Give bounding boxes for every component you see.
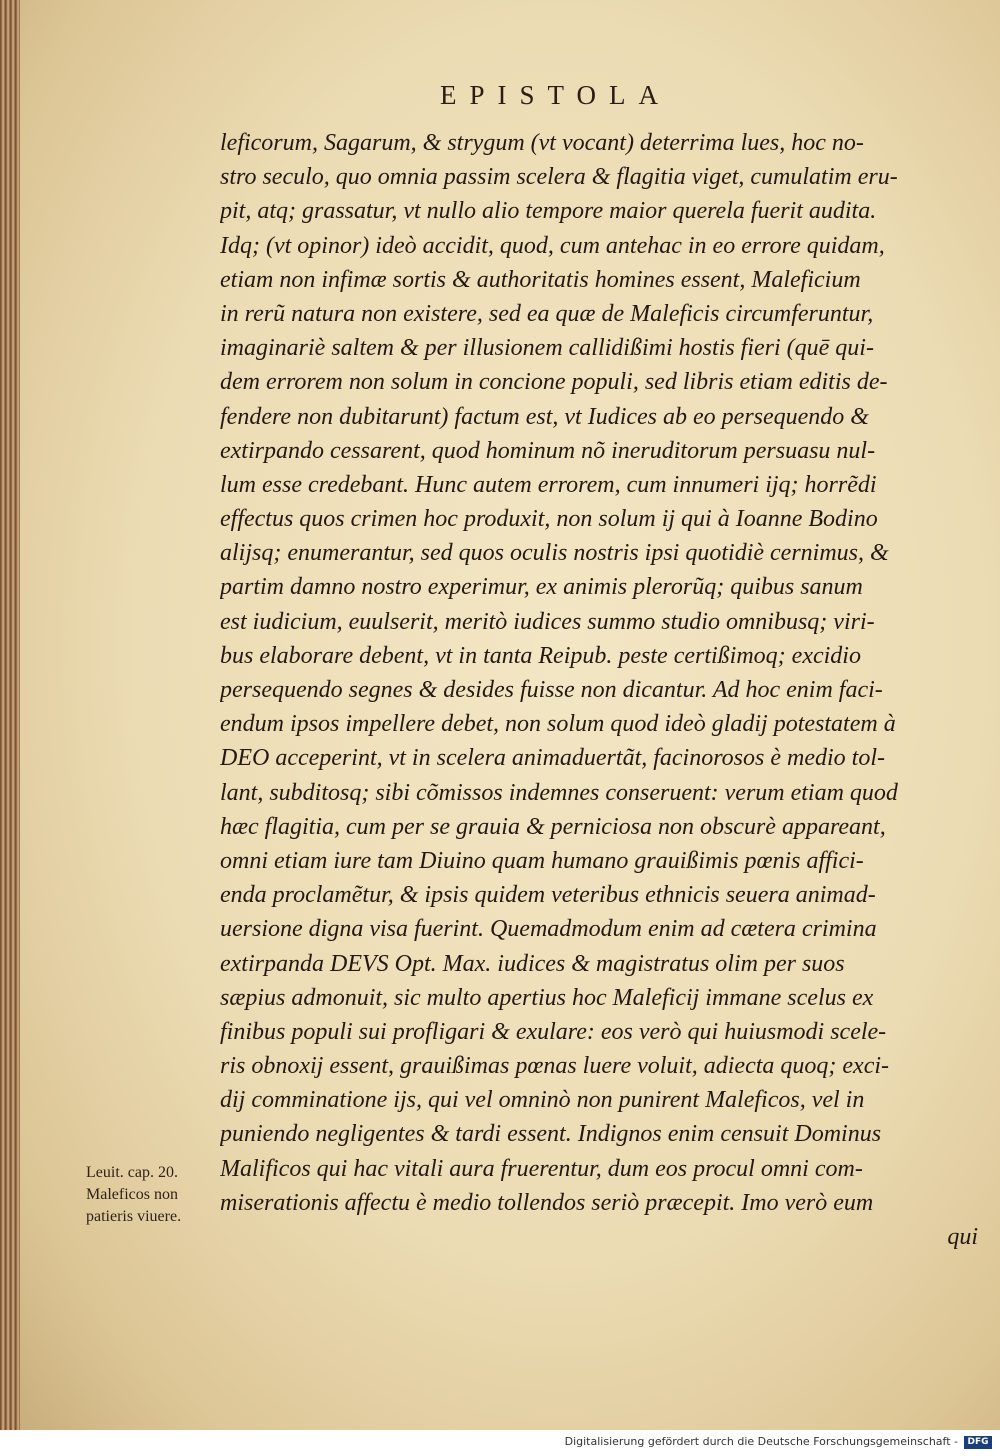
text-line: etiam non infimæ sortis & authoritatis homines essent, Maleficium bbox=[220, 266, 861, 293]
text-line: extirpando cessarent, quod hominum nõ ineruditorum persuasu nul- bbox=[220, 437, 876, 464]
digitization-footer bbox=[0, 1430, 1000, 1456]
marginal-note-line: Leuit. cap. 20. bbox=[86, 1164, 178, 1181]
text-line: DEO acceperint, vt in scelera animaduertãt, facinorosos è medio tol- bbox=[220, 745, 885, 772]
text-line: partim damno nostro experimur, ex animis plerorũq; quibus sanum bbox=[220, 574, 863, 601]
text-line: leficorum, Sagarum, & strygum (vt vocant) deterrima lues, hoc no- bbox=[220, 130, 864, 156]
text-line: alijsq; enumerantur, sed quos oculis nostris ipsi quotidiè cernimus, & bbox=[220, 540, 889, 567]
main-text-block bbox=[220, 126, 990, 1254]
text-line: persequendo segnes & desides fuisse non dicantur. Ad hoc enim faci- bbox=[220, 677, 883, 703]
text-line: omni etiam iure tam Diuino quam humano grauißimis pœnis affici- bbox=[220, 847, 864, 874]
text-line: lant, subditosq; sibi cõmissos indemnes conseruent: verum etiam quod bbox=[220, 779, 898, 806]
dfg-logo: DFG bbox=[964, 1436, 992, 1449]
text-line: hæc flagitia, cum per se grauia & perniciosa non obscurè appareant, bbox=[220, 813, 886, 840]
text-line: Idq; (vt opinor) ideò accidit, quod, cum antehac in eo errore quidam, bbox=[220, 232, 885, 259]
text-line: Malificos qui hac vitali aura fruerentur, dum eos procul omni com- bbox=[220, 1155, 863, 1182]
funding-notice: Digitalisierung gefördert durch die Deutsche Forschungsgemeinschaft - bbox=[564, 1435, 958, 1448]
text-line: extirpanda DEVS Opt. Max. iudices & magistratus olim per suos bbox=[220, 950, 845, 977]
text-line: sæpius admonuit, sic multo apertius hoc Maleficij immane scelus ex bbox=[220, 984, 874, 1011]
text-line: enda proclamẽtur, & ipsis quidem veteribus ethnicis seuera animad- bbox=[220, 882, 876, 909]
text-line: pit, atq; grassatur, vt nullo alio tempore maior querela fuerit audita. bbox=[220, 198, 877, 225]
text-line: qui bbox=[947, 1224, 978, 1250]
text-line: fendere non dubitarunt) factum est, vt Iudices ab eo persequendo & bbox=[220, 403, 869, 430]
text-line: ris obnoxij essent, grauißimas pœnas luere voluit, adiecta quoq; exci- bbox=[220, 1053, 890, 1080]
book-page-edge bbox=[0, 0, 22, 1430]
text-line: endum ipsos impellere debet, non solum quod ideò gladij potestatem à bbox=[220, 711, 896, 738]
running-title: EPISTOLA bbox=[440, 80, 672, 110]
marginal-note-line: Maleficos non bbox=[86, 1186, 178, 1203]
text-line: puniendo negligentes & tardi essent. Indignos enim censuit Dominus bbox=[220, 1121, 882, 1148]
text-line: finibus populi sui profligari & exulare: eos verò qui huiusmodi scele- bbox=[220, 1018, 887, 1045]
text-line: est iudicium, euulserit, meritò iudices summo studio omnibusq; viri- bbox=[220, 608, 875, 635]
text-line: lum esse credebant. Hunc autem errorem, cum innumeri ijq; horrẽdi bbox=[220, 471, 877, 498]
text-line: dem errorem non solum in concione populi, sed libris etiam editis de- bbox=[220, 369, 888, 396]
text-line: uersione digna visa fuerint. Quemadmodum enim ad cætera crimina bbox=[220, 916, 877, 943]
marginal-note-line: patieris viuere. bbox=[86, 1208, 182, 1225]
marginal-note bbox=[86, 1162, 226, 1228]
text-line: imaginariè saltem & per illusionem callidißimi hostis fieri (quē qui- bbox=[220, 335, 874, 362]
text-line: stro seculo, quo omnia passim scelera & flagitia viget, cumulatim eru- bbox=[220, 164, 898, 191]
text-line: miserationis affectu è medio tollendos seriò præcepit. Imo verò eum bbox=[220, 1189, 874, 1216]
text-line: in rerũ natura non existere, sed ea quæ de Maleficis circumferuntur, bbox=[220, 300, 874, 327]
text-line: bus elaborare debent, vt in tanta Reipub. peste certißimoq; excidio bbox=[220, 642, 861, 669]
text-line: dij comminatione ijs, qui vel omninò non punirent Maleficos, vel in bbox=[220, 1087, 865, 1114]
book-page bbox=[20, 0, 1000, 1430]
text-line: effectus quos crimen hoc produxit, non solum ij qui à Ioanne Bodino bbox=[220, 506, 878, 533]
